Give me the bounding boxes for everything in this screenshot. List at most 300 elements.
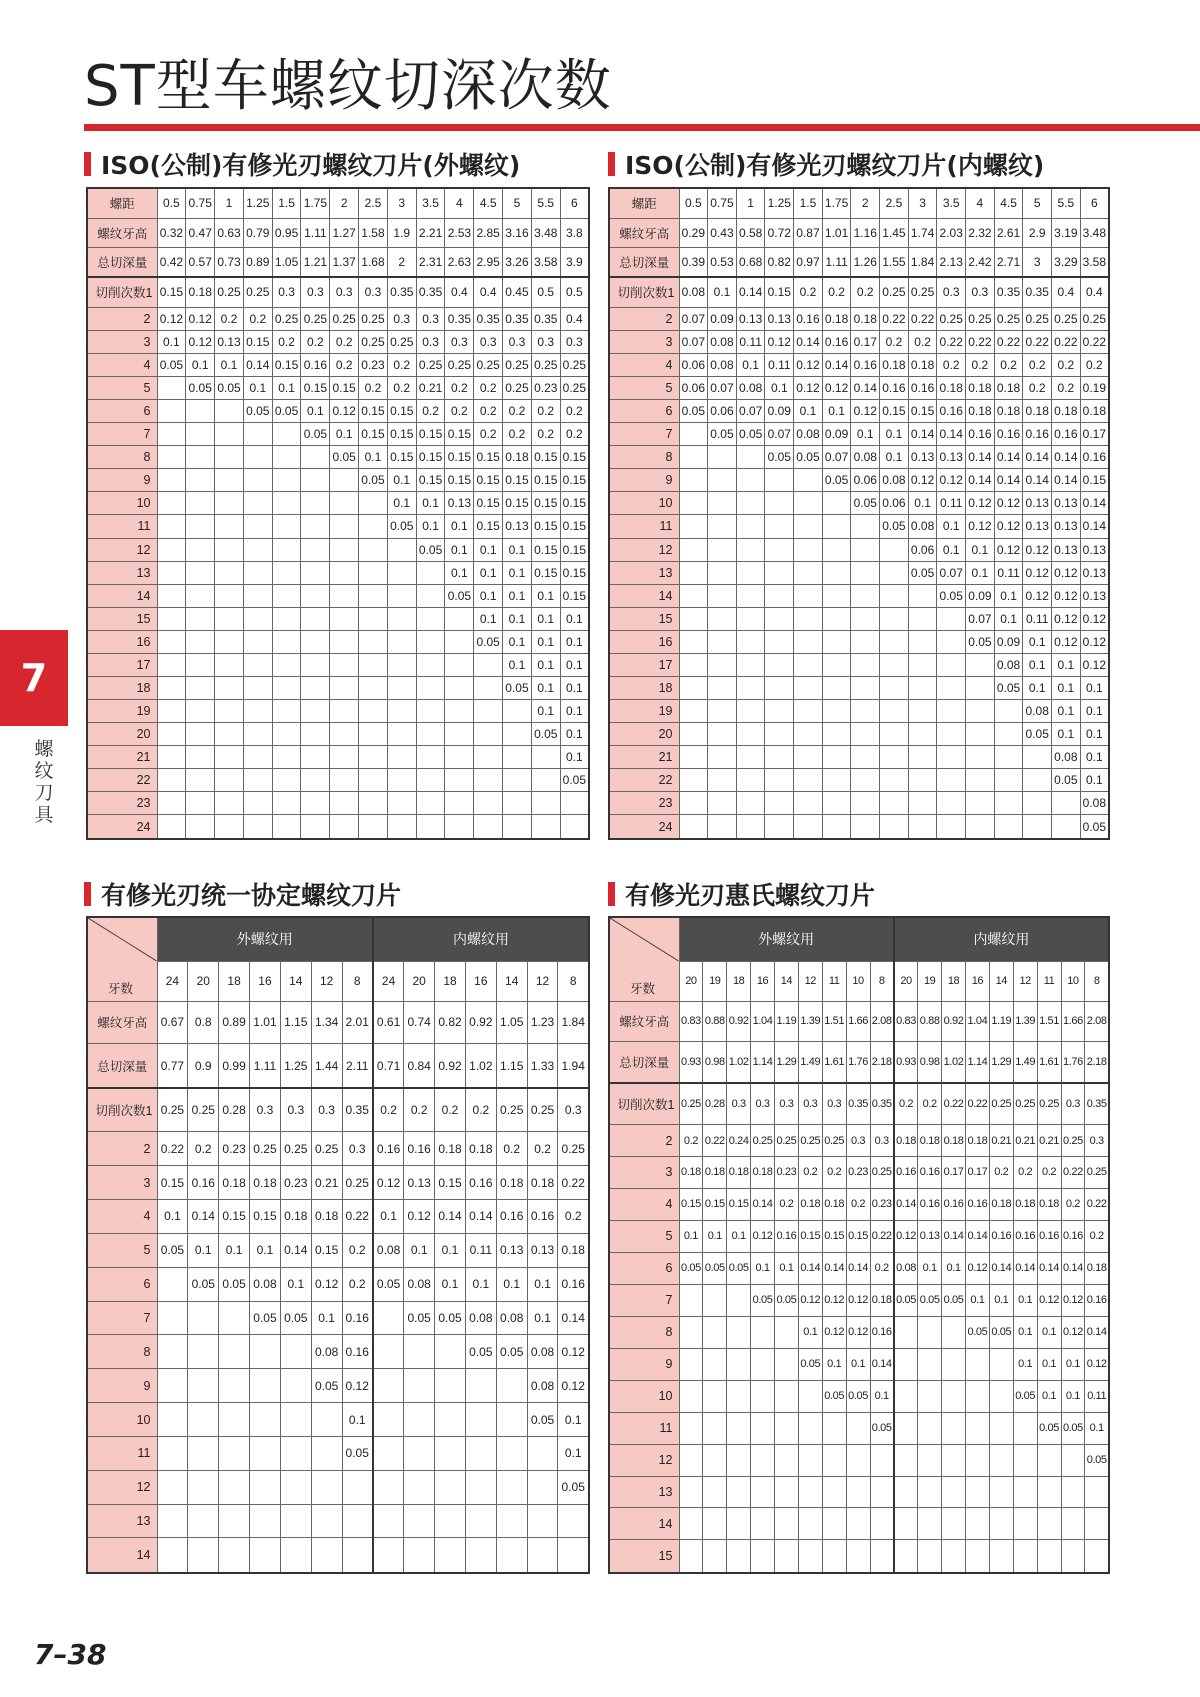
table-cell — [727, 1348, 751, 1380]
table-cell: 0.18 — [908, 353, 937, 376]
table-cell — [794, 469, 823, 492]
table-cell: 5 — [1023, 188, 1052, 218]
table-cell — [301, 815, 330, 839]
table-cell: 0.2 — [416, 400, 445, 423]
pass-row — [609, 561, 1109, 584]
table-cell: 24 — [373, 961, 404, 1001]
table-cell: 0.22 — [558, 1166, 589, 1200]
table-cell — [474, 746, 503, 769]
table-cell: 0.05 — [342, 1436, 373, 1470]
pass-number: 6 — [609, 1252, 679, 1284]
table-cell: 1.34 — [311, 1001, 342, 1044]
table-cell: 0.14 — [851, 376, 880, 399]
table-cell: 0.47 — [186, 218, 215, 247]
tpi-row — [87, 961, 589, 1001]
whitworth-heading-text: 有修光刃惠氏螺纹刀片 — [625, 881, 876, 910]
table-cell — [301, 630, 330, 653]
table-cell — [966, 700, 995, 723]
table-cell: 0.15 — [531, 561, 560, 584]
table-cell: 0.22 — [157, 1132, 188, 1166]
table-cell — [1023, 792, 1052, 815]
table-cell — [435, 1538, 466, 1573]
table-cell — [373, 1436, 404, 1470]
table-cell: 0.14 — [966, 446, 995, 469]
table-cell: 0.1 — [775, 1252, 799, 1284]
table-cell — [445, 746, 474, 769]
table-cell: 3.58 — [531, 247, 560, 277]
table-cell: 0.11 — [937, 492, 966, 515]
unified-table — [86, 916, 590, 1574]
table-cell — [215, 469, 244, 492]
table-cell: 0.1 — [966, 561, 995, 584]
table-cell — [908, 653, 937, 676]
table-cell — [822, 584, 851, 607]
table-cell: 0.2 — [301, 330, 330, 353]
table-cell — [736, 769, 765, 792]
table-cell: 0.07 — [765, 423, 794, 446]
table-cell: 0.05 — [272, 400, 301, 423]
table-cell: 0.09 — [765, 400, 794, 423]
table-cell: 0.12 — [1085, 1348, 1109, 1380]
table-cell — [679, 1284, 703, 1316]
table-cell: 0.16 — [342, 1301, 373, 1335]
table-cell — [243, 561, 272, 584]
table-cell — [186, 815, 215, 839]
table-cell — [503, 723, 532, 746]
table-cell — [435, 1335, 466, 1369]
table-cell — [157, 1436, 188, 1470]
table-cell — [186, 746, 215, 769]
pass-row — [609, 469, 1109, 492]
table-cell — [465, 1436, 496, 1470]
table-cell: 0.14 — [937, 423, 966, 446]
table-cell: 0.05 — [942, 1284, 966, 1316]
table-cell: 0.08 — [496, 1301, 527, 1335]
pass-number: 5 — [609, 1220, 679, 1252]
table-cell: 0.14 — [1013, 1252, 1037, 1284]
pass-number: 18 — [609, 676, 679, 699]
table-cell — [311, 1470, 342, 1504]
table-cell: 0.3 — [798, 1083, 822, 1125]
table-cell: 0.14 — [1037, 1252, 1061, 1284]
table-cell: 0.05 — [989, 1316, 1013, 1348]
table-cell: 0.25 — [1023, 307, 1052, 330]
table-cell — [330, 769, 359, 792]
table-cell: 2.13 — [937, 247, 966, 277]
pass-number: 10 — [87, 1403, 157, 1437]
table-cell: 0.05 — [243, 400, 272, 423]
table-cell — [908, 607, 937, 630]
table-cell: 0.25 — [1037, 1083, 1061, 1125]
table-cell — [301, 561, 330, 584]
table-cell: 0.21 — [416, 376, 445, 399]
table-cell: 0.82 — [435, 1001, 466, 1044]
table-cell: 0.2 — [851, 277, 880, 307]
table-cell: 0.2 — [474, 376, 503, 399]
pass-number: 22 — [609, 769, 679, 792]
table-cell — [272, 815, 301, 839]
table-cell — [994, 723, 1023, 746]
table-cell: 0.2 — [387, 353, 416, 376]
table-cell — [474, 700, 503, 723]
table-cell: 0.11 — [994, 561, 1023, 584]
table-cell: 20 — [404, 961, 435, 1001]
table-cell — [989, 1476, 1013, 1508]
table-cell — [215, 769, 244, 792]
table-cell: 0.05 — [822, 1380, 846, 1412]
table-cell: 2.5 — [880, 188, 909, 218]
table-cell: 1.05 — [496, 1001, 527, 1044]
table-cell — [918, 1380, 942, 1412]
table-cell — [775, 1540, 799, 1573]
pass-number: 4 — [609, 353, 679, 376]
table-cell — [330, 492, 359, 515]
table-cell: 0.1 — [1023, 676, 1052, 699]
table-cell: 8 — [870, 961, 894, 1001]
table-cell — [708, 538, 737, 561]
table-cell — [373, 1470, 404, 1504]
table-cell — [527, 1538, 558, 1573]
table-cell — [215, 446, 244, 469]
table-cell: 0.12 — [966, 1252, 990, 1284]
table-cell: 1.49 — [798, 1041, 822, 1083]
table-cell: 0.19 — [1080, 376, 1109, 399]
table-cell: 3 — [1023, 247, 1052, 277]
table-cell: 0.05 — [1085, 1444, 1109, 1476]
table-cell: 0.05 — [894, 1284, 918, 1316]
table-cell: 0.18 — [994, 400, 1023, 423]
table-cell — [775, 1348, 799, 1380]
table-cell: 0.13 — [1080, 584, 1109, 607]
table-cell: 0.15 — [560, 538, 589, 561]
table-cell — [708, 792, 737, 815]
table-cell: 18 — [219, 961, 250, 1001]
pass-row — [87, 676, 589, 699]
table-cell: 0.15 — [727, 1188, 751, 1220]
table-cell — [243, 700, 272, 723]
table-cell — [908, 630, 937, 653]
table-cell: 0.25 — [503, 376, 532, 399]
table-cell — [679, 423, 708, 446]
table-cell: 0.15 — [822, 1220, 846, 1252]
table-cell — [846, 1508, 870, 1540]
table-cell — [342, 1538, 373, 1573]
table-cell — [880, 746, 909, 769]
pass-number: 5 — [609, 376, 679, 399]
table-cell: 0.1 — [1052, 676, 1081, 699]
table-cell — [474, 792, 503, 815]
table-cell: 0.18 — [880, 353, 909, 376]
table-cell: 0.12 — [937, 469, 966, 492]
chapter-tab[interactable]: 7 — [0, 630, 68, 726]
table-cell: 0.45 — [503, 277, 532, 307]
table-cell — [880, 815, 909, 839]
table-cell — [503, 700, 532, 723]
table-cell — [679, 607, 708, 630]
table-cell — [250, 1436, 281, 1470]
table-cell — [560, 815, 589, 839]
pass-row — [87, 700, 589, 723]
table-cell: 2.53 — [445, 218, 474, 247]
table-cell: 3.5 — [937, 188, 966, 218]
tpi-label: 牙数 — [108, 981, 134, 996]
table-cell: 0.1 — [219, 1233, 250, 1267]
table-cell: 0.12 — [404, 1200, 435, 1234]
table-cell — [703, 1284, 727, 1316]
table-cell — [798, 1444, 822, 1476]
table-cell — [822, 1444, 846, 1476]
table-cell — [736, 653, 765, 676]
table-cell: 0.05 — [851, 492, 880, 515]
table-cell — [679, 1476, 703, 1508]
table-cell: 0.23 — [775, 1156, 799, 1188]
table-cell: 0.58 — [736, 218, 765, 247]
table-cell: 0.25 — [880, 277, 909, 307]
table-cell: 0.15 — [474, 492, 503, 515]
table-cell: 1.5 — [272, 188, 301, 218]
table-cell: 0.1 — [272, 376, 301, 399]
table-cell — [301, 446, 330, 469]
table-cell: 0.12 — [1023, 584, 1052, 607]
table-cell: 0.05 — [250, 1301, 281, 1335]
pass-number: 10 — [609, 492, 679, 515]
table-cell — [157, 723, 186, 746]
table-cell: 0.25 — [503, 353, 532, 376]
table-cell: 0.18 — [727, 1156, 751, 1188]
table-cell: 0.12 — [1023, 561, 1052, 584]
table-cell: 18 — [727, 961, 751, 1001]
table-cell: 0.25 — [311, 1132, 342, 1166]
table-cell — [272, 492, 301, 515]
table-cell: 0.1 — [1037, 1316, 1061, 1348]
pass-number: 3 — [87, 330, 157, 353]
table-cell — [966, 746, 995, 769]
table-cell: 0.2 — [798, 1156, 822, 1188]
table-cell: 0.4 — [560, 307, 589, 330]
table-cell — [250, 1470, 281, 1504]
table-cell — [373, 1538, 404, 1573]
table-cell: 2.95 — [474, 247, 503, 277]
pass-number: 20 — [87, 723, 157, 746]
table-cell: 0.16 — [527, 1200, 558, 1234]
table-cell: 1.49 — [1013, 1041, 1037, 1083]
table-cell — [1085, 1508, 1109, 1540]
table-cell: 0.13 — [404, 1166, 435, 1200]
table-cell — [301, 769, 330, 792]
table-cell: 0.06 — [679, 376, 708, 399]
table-cell: 0.25 — [188, 1088, 219, 1132]
table-cell: 0.2 — [870, 1252, 894, 1284]
whitworth-heading — [608, 877, 875, 911]
table-cell — [918, 1476, 942, 1508]
row-label: 总切深量 — [87, 1044, 157, 1088]
table-cell — [775, 1476, 799, 1508]
table-cell: 0.14 — [243, 353, 272, 376]
table-cell: 0.25 — [280, 1132, 311, 1166]
table-cell — [679, 446, 708, 469]
table-cell — [908, 584, 937, 607]
table-cell — [373, 1403, 404, 1437]
table-cell — [215, 723, 244, 746]
table-cell: 0.13 — [1052, 538, 1081, 561]
table-cell: 0.14 — [558, 1301, 589, 1335]
table-cell: 0.12 — [1023, 538, 1052, 561]
table-cell: 14 — [280, 961, 311, 1001]
table-cell — [679, 1508, 703, 1540]
table-cell — [822, 492, 851, 515]
table-cell — [736, 792, 765, 815]
table-cell: 0.16 — [794, 307, 823, 330]
table-cell: 0.05 — [215, 376, 244, 399]
table-cell: 0.18 — [966, 1125, 990, 1157]
table-cell — [880, 538, 909, 561]
table-cell: 0.3 — [387, 307, 416, 330]
table-cell: 0.2 — [794, 277, 823, 307]
table-cell: 0.16 — [404, 1132, 435, 1166]
table-cell — [359, 815, 388, 839]
table-cell: 0.1 — [880, 446, 909, 469]
table-cell: 0.18 — [1080, 400, 1109, 423]
table-cell — [330, 653, 359, 676]
table-cell — [219, 1301, 250, 1335]
table-cell: 0.1 — [558, 1403, 589, 1437]
table-cell — [894, 1348, 918, 1380]
table-cell: 0.14 — [280, 1233, 311, 1267]
table-cell — [775, 1380, 799, 1412]
table-cell: 0.06 — [880, 492, 909, 515]
table-cell — [727, 1380, 751, 1412]
row-label: 螺距 — [609, 188, 679, 218]
table-cell: 0.22 — [966, 1083, 990, 1125]
table-cell: 0.1 — [373, 1200, 404, 1234]
table-cell: 0.25 — [330, 307, 359, 330]
table-cell: 0.13 — [503, 515, 532, 538]
table-cell — [679, 515, 708, 538]
table-cell: 0.07 — [937, 561, 966, 584]
pass-number: 20 — [609, 723, 679, 746]
table-cell: 0.15 — [416, 446, 445, 469]
table-cell — [1013, 1540, 1037, 1573]
table-cell: 0.12 — [822, 376, 851, 399]
table-cell — [736, 492, 765, 515]
table-cell — [708, 515, 737, 538]
table-cell — [894, 1380, 918, 1412]
table-cell — [330, 607, 359, 630]
table-cell: 0.1 — [503, 584, 532, 607]
table-cell — [851, 653, 880, 676]
table-cell — [794, 792, 823, 815]
table-cell — [359, 653, 388, 676]
table-cell: 0.14 — [822, 1252, 846, 1284]
table-cell: 0.3 — [311, 1088, 342, 1132]
table-cell: 0.15 — [503, 469, 532, 492]
table-cell — [822, 538, 851, 561]
table-cell: 0.1 — [474, 584, 503, 607]
table-cell: 1.04 — [966, 1001, 990, 1041]
table-cell: 0.1 — [794, 400, 823, 423]
passes-label: 切削次数 — [617, 286, 668, 301]
table-cell: 0.89 — [243, 247, 272, 277]
heading-marker — [84, 882, 91, 906]
table-cell — [359, 492, 388, 515]
table-cell — [1037, 1444, 1061, 1476]
table-cell: 0.25 — [937, 307, 966, 330]
table-cell — [880, 584, 909, 607]
table-cell — [794, 538, 823, 561]
table-cell: 0.1 — [994, 584, 1023, 607]
table-cell: 0.18 — [465, 1132, 496, 1166]
table-cell: 0.05 — [404, 1301, 435, 1335]
pass-number: 23 — [87, 792, 157, 815]
table-cell: 0.18 — [989, 1188, 1013, 1220]
table-cell — [775, 1508, 799, 1540]
table-cell: 0.15 — [301, 376, 330, 399]
table-cell — [373, 1335, 404, 1369]
table-cell: 0.1 — [531, 584, 560, 607]
table-cell: 0.16 — [918, 1188, 942, 1220]
table-cell — [219, 1538, 250, 1573]
table-cell: 0.16 — [870, 1316, 894, 1348]
pass-number: 2 — [87, 307, 157, 330]
table-cell — [703, 1412, 727, 1444]
row-label: 螺纹牙高 — [87, 218, 157, 247]
table-cell: 1.37 — [330, 247, 359, 277]
table-cell — [798, 1476, 822, 1508]
table-cell: 0.05 — [373, 1267, 404, 1301]
table-cell: 0.1 — [474, 607, 503, 630]
table-cell — [280, 1504, 311, 1538]
table-cell — [474, 769, 503, 792]
table-cell: 0.1 — [765, 376, 794, 399]
table-cell: 0.95 — [272, 218, 301, 247]
table-cell: 1.19 — [775, 1001, 799, 1041]
table-cell: 0.11 — [1023, 607, 1052, 630]
table-cell: 2 — [851, 188, 880, 218]
table-cell: 0.1 — [445, 561, 474, 584]
table-cell — [851, 630, 880, 653]
pass-row — [87, 607, 589, 630]
table-cell: 1.39 — [1013, 1001, 1037, 1041]
table-cell: 0.1 — [387, 492, 416, 515]
table-cell — [527, 1436, 558, 1470]
table-cell — [966, 1508, 990, 1540]
table-cell — [679, 1540, 703, 1573]
table-cell — [794, 653, 823, 676]
table-cell: 0.05 — [727, 1252, 751, 1284]
table-cell: 1.61 — [1037, 1041, 1061, 1083]
table-cell: 0.1 — [908, 492, 937, 515]
table-cell — [215, 792, 244, 815]
table-cell: 0.2 — [387, 376, 416, 399]
table-cell: 0.68 — [736, 247, 765, 277]
table-cell — [942, 1540, 966, 1573]
table-cell: 0.12 — [994, 515, 1023, 538]
table-cell: 0.05 — [465, 1335, 496, 1369]
table-cell — [186, 515, 215, 538]
table-cell — [937, 607, 966, 630]
table-cell: 2.5 — [359, 188, 388, 218]
unified-heading — [84, 877, 401, 911]
table-cell: 0.18 — [250, 1166, 281, 1200]
table-cell — [465, 1369, 496, 1403]
table-cell: 0.21 — [311, 1166, 342, 1200]
table-cell — [330, 700, 359, 723]
pass-row — [87, 307, 589, 330]
table-cell: 0.14 — [908, 423, 937, 446]
table-cell: 0.1 — [531, 607, 560, 630]
pass-row — [609, 307, 1109, 330]
pass-number: 21 — [609, 746, 679, 769]
